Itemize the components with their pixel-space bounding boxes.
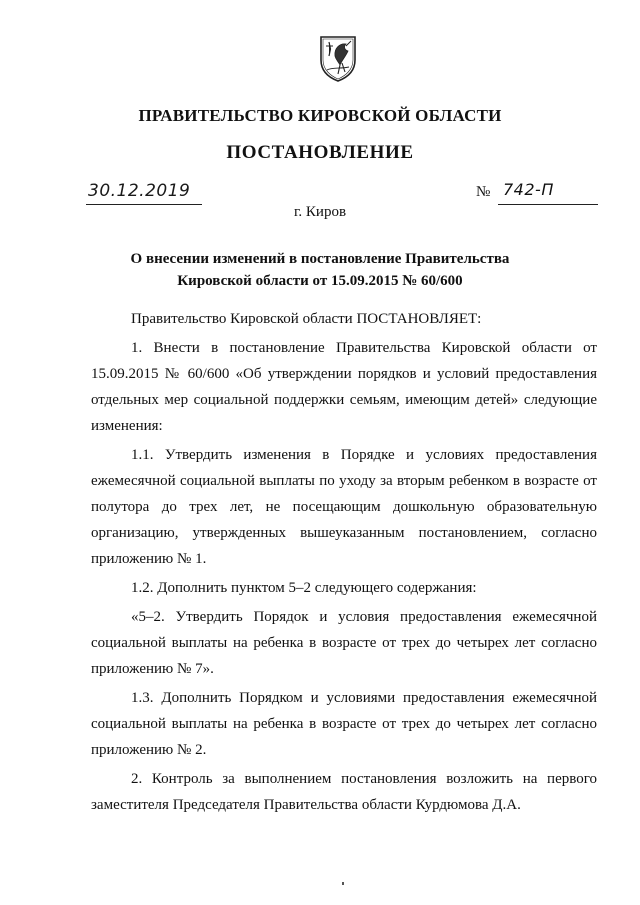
- city: г. Киров: [293, 204, 347, 220]
- document-number: 742-П: [503, 180, 554, 199]
- paragraph-1-1: 1.1. Утвердить изменения в Порядке и условиях предоставления ежемесячной социальной выплаты по уходу за вторым ребенком в возрасте от полутора до трех лет, не посещающим дошкольную образовательную организацию, утвержденных вышеуказанным постановлением, согласно приложению № 1.: [91, 447, 597, 567]
- document-subject: [0, 248, 640, 292]
- document-body: [91, 306, 597, 818]
- org-title: ПРАВИТЕЛЬСТВО КИРОВСКОЙ ОБЛАСТИ: [138, 106, 502, 125]
- scan-speck: [342, 882, 344, 885]
- paragraph-1-2-quote: «5–2. Утвердить Порядок и условия предоставления ежемесячной социальной выплаты на ребенка в возрасте от трех до четырех лет согласно приложению № 7».: [91, 609, 597, 677]
- number-sign: №: [476, 184, 491, 200]
- paragraph-1: 1. Внести в постановление Правительства Кировской области от 15.09.2015 № 60/600 «Об утверждении порядков и условий предоставления отдельных мер социальной поддержки семьям, имеющим детей» следующие изменения:: [91, 340, 597, 434]
- document-date: 30.12.2019: [88, 181, 191, 201]
- coat-of-arms-icon: [318, 34, 358, 82]
- paragraph-1-3: 1.3. Дополнить Порядком и условиями предоставления ежемесячной социальной выплаты на ребенка в возрасте от трех до четырех лет согласно приложению № 2.: [91, 690, 597, 758]
- subject-line-2: Кировской области от 15.09.2015 № 60/600: [177, 273, 463, 289]
- document-type: ПОСТАНОВЛЕНИЕ: [226, 142, 414, 163]
- paragraph-2: 2. Контроль за выполнением постановления возложить на первого заместителя Председателя Правительства области Курдюмова Д.А.: [91, 771, 597, 813]
- paragraph-1-2: 1.2. Дополнить пунктом 5–2 следующего содержания:: [131, 580, 477, 596]
- subject-line-1: О внесении изменений в постановление Правительства: [130, 251, 510, 267]
- intro-paragraph: Правительство Кировской области ПОСТАНОВЛЯЕТ:: [131, 311, 482, 327]
